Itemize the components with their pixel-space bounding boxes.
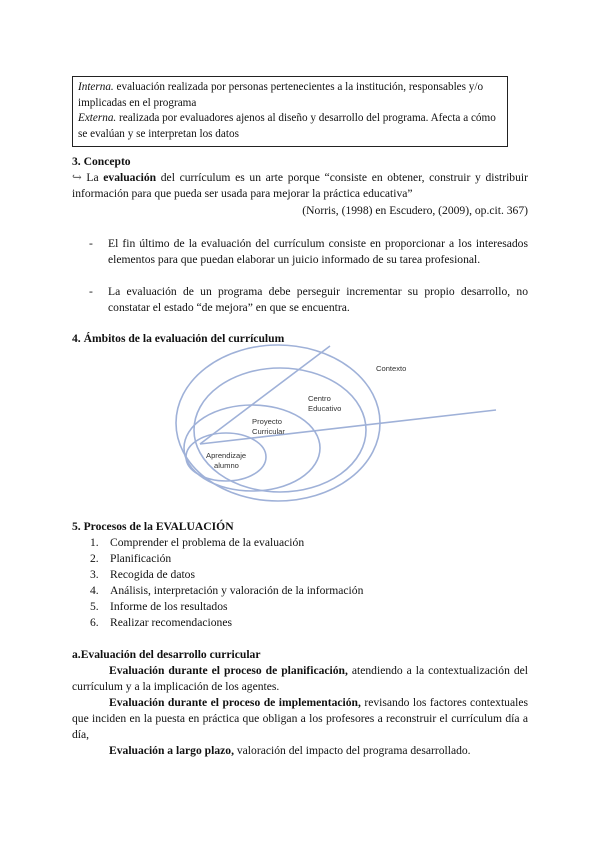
proyecto-label: Proyecto: [252, 417, 282, 426]
procesos-item: [90, 615, 232, 631]
indent-spacer: [72, 744, 109, 757]
procesos-item-number: 4.: [90, 584, 99, 597]
procesos-item-number: 2.: [90, 552, 99, 565]
procesos-item-text: Planificación: [110, 552, 172, 565]
procesos-item: [90, 551, 171, 567]
procesos-item: [90, 599, 228, 615]
procesos-item-text: Comprender el problema de la evaluación: [110, 536, 305, 549]
concepto-bullet: [89, 284, 528, 316]
largo-plazo-text: valoración del impacto del programa desarrollado.: [233, 744, 471, 757]
implementacion-bold: Evaluación durante el proceso de implementación,: [109, 696, 361, 709]
largo-plazo-bold: Evaluación a largo plazo,: [109, 744, 234, 757]
procesos-item: [90, 583, 363, 599]
concepto-bullet: [89, 236, 528, 268]
desarrollo-paragraph-planificacion: [72, 663, 528, 695]
contexto-label: Contexto: [376, 364, 407, 373]
diagram-ray-lower: [200, 410, 496, 444]
procesos-item-text: Realizar recomendaciones: [110, 616, 232, 629]
aprendizaje-label: Aprendizaje: [206, 451, 247, 460]
interna-definition: [78, 80, 502, 111]
procesos-item-number: 5.: [90, 600, 99, 613]
indent-spacer: [72, 664, 109, 677]
procesos-item-text: Recogida de datos: [110, 568, 195, 581]
concepto-intro-bold: evaluación: [103, 171, 157, 184]
procesos-item-number: 1.: [90, 536, 99, 549]
planificacion-bold: Evaluación durante el proceso de planificación,: [109, 664, 348, 677]
dash-marker: -: [89, 285, 93, 298]
aprendizaje-label: alumno: [214, 461, 239, 470]
procesos-item-number: 6.: [90, 616, 99, 629]
interna-text: evaluación realizada por personas pertenecientes a la institución, responsables y/o implicadas en el programa: [78, 81, 484, 109]
interna-label: Interna.: [78, 81, 114, 93]
externa-text: realizada por evaluadores ajenos al diseño y desarrollo del programa. Afecta a cómo se evalúan y se interpretan los datos: [78, 112, 496, 140]
desarrollo-heading: a.Evaluación del desarrollo curricular: [72, 648, 261, 661]
concepto-intro: [72, 170, 528, 202]
procesos-item: [90, 535, 304, 551]
ambitos-heading: 4. Ámbitos de la evaluación del currículum: [72, 332, 285, 345]
evaluation-types-box: [72, 76, 508, 147]
procesos-item: [90, 567, 195, 583]
procesos-item-text: Análisis, interpretación y valoración de la información: [110, 584, 364, 597]
externa-label: Externa.: [78, 112, 117, 124]
desarrollo-paragraph-largo-plazo: [72, 743, 528, 759]
concepto-intro-pre: La: [81, 171, 104, 184]
desarrollo-paragraph-implementacion: [72, 695, 528, 743]
planificacion-text: atendiendo a la contextualización del currículum y a la implicación de los agentes.: [72, 664, 528, 693]
implementacion-text: revisando los factores contextuales que inciden en la puesta en práctica que obligan a los profesores a reconstruir el currículum día a día,: [72, 696, 528, 741]
concepto-citation: (Norris, (1998) en Escudero, (2009), op.cit. 367): [302, 204, 528, 217]
centro-label: Centro: [308, 394, 331, 403]
indent-spacer: [72, 696, 109, 709]
procesos-heading: 5. Procesos de la EVALUACIÓN: [72, 520, 234, 533]
ambitos-diagram: [170, 344, 526, 506]
externa-definition: [78, 111, 502, 142]
procesos-item-number: 3.: [90, 568, 99, 581]
procesos-item-text: Informe de los resultados: [110, 600, 228, 613]
concepto-bullet-text: El fin último de la evaluación del currículum consiste en proporcionar a los interesados elementos para que puedan elaborar un juicio informado de su tarea profesional.: [108, 237, 528, 266]
concepto-bullet-text: La evaluación de un programa debe perseguir incrementar su propio desarrollo, no constatar el estado “de mejora” en que se encuentra.: [108, 285, 528, 314]
centro-label: Educativo: [308, 404, 342, 413]
concepto-intro-post: del currículum es un arte porque “consiste en obtener, construir y distribuir información para que pueda ser usada para mejorar la práctica educativa”: [72, 171, 528, 200]
concepto-heading: 3. Concepto: [72, 155, 131, 168]
arrow-icon: ↪: [72, 171, 82, 184]
proyecto-label: Curricular: [252, 427, 285, 436]
dash-marker: -: [89, 237, 93, 250]
